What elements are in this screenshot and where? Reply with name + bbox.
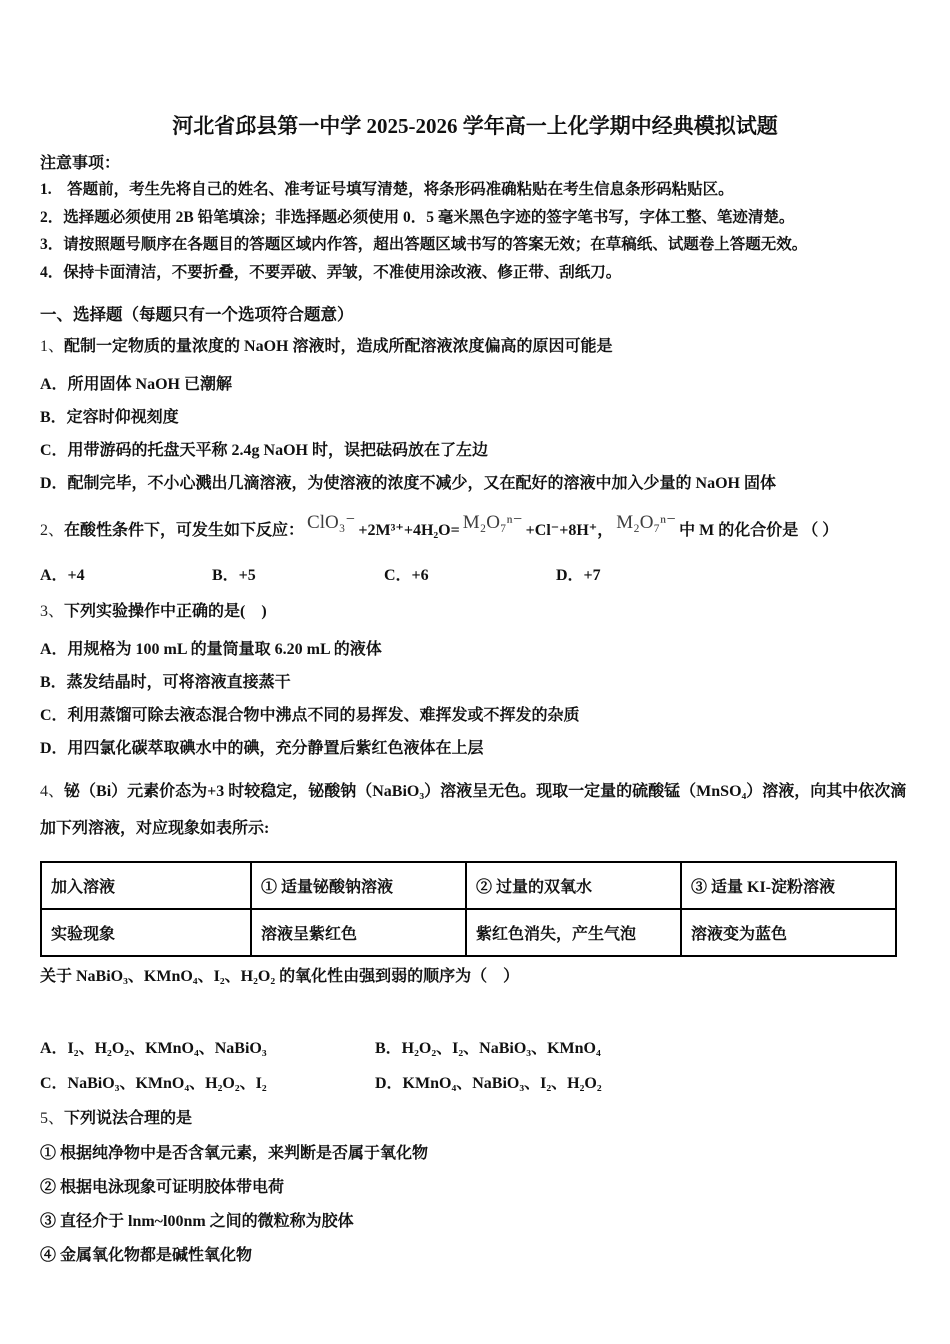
q4-stem-text: 铋（Bi）元素价态为+3 时较稳定，铋酸钠（NaBiO₃）溶液呈无色。现取一定量的硫酸锰（MnSO₄）溶液，向其中依次滴加下列溶液，对应现象如表所示: [40, 783, 907, 837]
table-cell: 紫红色消失，产生气泡 [466, 909, 681, 956]
q1-option-a: A．所用固体 NaOH 已潮解 [40, 376, 233, 393]
q3-stem [40, 601, 910, 623]
section-1-heading: 一、选择题（每题只有一个选项符合题意） [40, 305, 354, 324]
table-cell: 溶液呈紫红色 [251, 909, 466, 956]
exam-title: 河北省邱县第一中学 2025-2026 学年高一上化学期中经典模拟试题 [172, 114, 778, 138]
q3-option-c: C．利用蒸馏可除去液态混合物中沸点不同的易挥发、难挥发或不挥发的杂质 [40, 707, 580, 724]
q2-stem-suffix: 中 M 的化合价是 （ ） [679, 522, 839, 539]
notice-item-4: 4．保持卡面清洁，不要折叠，不要弄破、弄皱，不准使用涂改液、修正带、刮纸刀。 [40, 263, 622, 281]
q4-options-grid [40, 1038, 910, 1095]
q2-options-row [40, 565, 910, 587]
q4-option-a: A．I₂、H₂O₂、KMnO₄、NaBiO₃ [40, 1040, 267, 1057]
table-cell: ③ 适量 KI-淀粉溶液 [681, 862, 896, 909]
q2-formula-m2o7-2: M₂O₇ⁿ⁻ [616, 512, 677, 533]
q1-option-c: C．用带游码的托盘天平称 2.4g NaOH 时，误把砝码放在了左边 [40, 442, 489, 459]
phenomena-table [40, 861, 897, 957]
table-cell: 溶液变为蓝色 [681, 909, 896, 956]
q4-followup: 关于 NaBiO₃、KMnO₄、I₂、H₂O₂ 的氧化性由强到弱的顺序为（ ） [40, 968, 520, 985]
q2-equation-mid2: +Cl⁻+8H⁺， [525, 522, 614, 539]
notice-heading: 注意事项： [40, 155, 121, 172]
table-row-added-solutions [41, 862, 896, 909]
q4-option-b: B．H₂O₂、I₂、NaBiO₃、KMnO₄ [375, 1040, 601, 1057]
q1-stem [40, 336, 910, 358]
q5-stem [40, 1108, 910, 1130]
table-cell: 加入溶液 [41, 862, 251, 909]
q2-number: 2、 [40, 522, 65, 539]
table-cell: 实验现象 [41, 909, 251, 956]
table-cell: ② 过量的双氧水 [466, 862, 681, 909]
q4-number: 4、 [40, 783, 65, 800]
q5-statement-3: ③ 直径介于 lnm~l00nm 之间的微粒称为胶体 [40, 1213, 354, 1230]
q1-stem-text: 配制一定物质的量浓度的 NaOH 溶液时，造成所配溶液浓度偏高的原因可能是 [64, 338, 613, 355]
q4-option-d: D．KMnO₄、NaBiO₃、I₂、H₂O₂ [375, 1075, 602, 1092]
notice-item-1: 1. 答题前，考生先将自己的姓名、准考证号填写清楚，将条形码准确粘贴在考生信息条形码粘贴区。 [40, 181, 734, 198]
q5-number: 5、 [40, 1110, 65, 1127]
q2-option-d: D．+7 [556, 567, 601, 584]
q2-formula-clo3: ClO₃⁻ [307, 512, 356, 533]
q2-option-b: B．+5 [212, 567, 256, 584]
q3-option-b: B．蒸发结晶时，可将溶液直接蒸干 [40, 674, 291, 691]
q3-number: 3、 [40, 603, 65, 620]
q5-stem-text: 下列说法合理的是 [64, 1110, 193, 1127]
table-row-observations [41, 909, 896, 956]
q1-option-b: B．定容时仰视刻度 [40, 409, 179, 426]
q2-option-a: A．+4 [40, 567, 85, 584]
q2-stem [40, 510, 910, 551]
q2-formula-m2o7-1: M₂O₇ⁿ⁻ [462, 512, 523, 533]
q3-stem-text: 下列实验操作中正确的是( ) [64, 603, 267, 620]
notice-item-2: 2．选择题必须使用 2B 铅笔填涂；非选择题必须使用 0．5 毫米黑色字迹的签字笔书写，字体工整、笔迹清楚。 [40, 208, 795, 226]
q4-stem [40, 773, 910, 847]
q4-option-c: C．NaBiO₃、KMnO₄、H₂O₂、I₂ [40, 1075, 267, 1092]
q5-statement-2: ② 根据电泳现象可证明胶体带电荷 [40, 1179, 285, 1196]
q2-equation-mid1: +2M³⁺+4H₂O= [358, 522, 460, 539]
q1-option-d: D．配制完毕，不小心溅出几滴溶液，为使溶液的浓度不减少，又在配好的溶液中加入少量的 NaOH 固体 [40, 475, 777, 492]
q2-option-c: C．+6 [384, 567, 429, 584]
notice-item-3: 3．请按照题号顺序在各题目的答题区域内作答，超出答题区域书写的答案无效；在草稿纸、试题卷上答题无效。 [40, 236, 808, 253]
q1-number: 1、 [40, 338, 65, 355]
q2-stem-prefix: 在酸性条件下，可发生如下反应： [64, 522, 305, 539]
q5-statement-1: ① 根据纯净物中是否含氧元素，来判断是否属于氧化物 [40, 1145, 429, 1162]
q3-option-a: A．用规格为 100 mL 的量筒量取 6.20 mL 的液体 [40, 641, 382, 658]
q5-statement-4: ④ 金属氧化物都是碱性氧化物 [40, 1247, 253, 1264]
q3-option-d: D．用四氯化碳萃取碘水中的碘，充分静置后紫红色液体在上层 [40, 740, 484, 757]
table-cell: ① 适量铋酸钠溶液 [251, 862, 466, 909]
